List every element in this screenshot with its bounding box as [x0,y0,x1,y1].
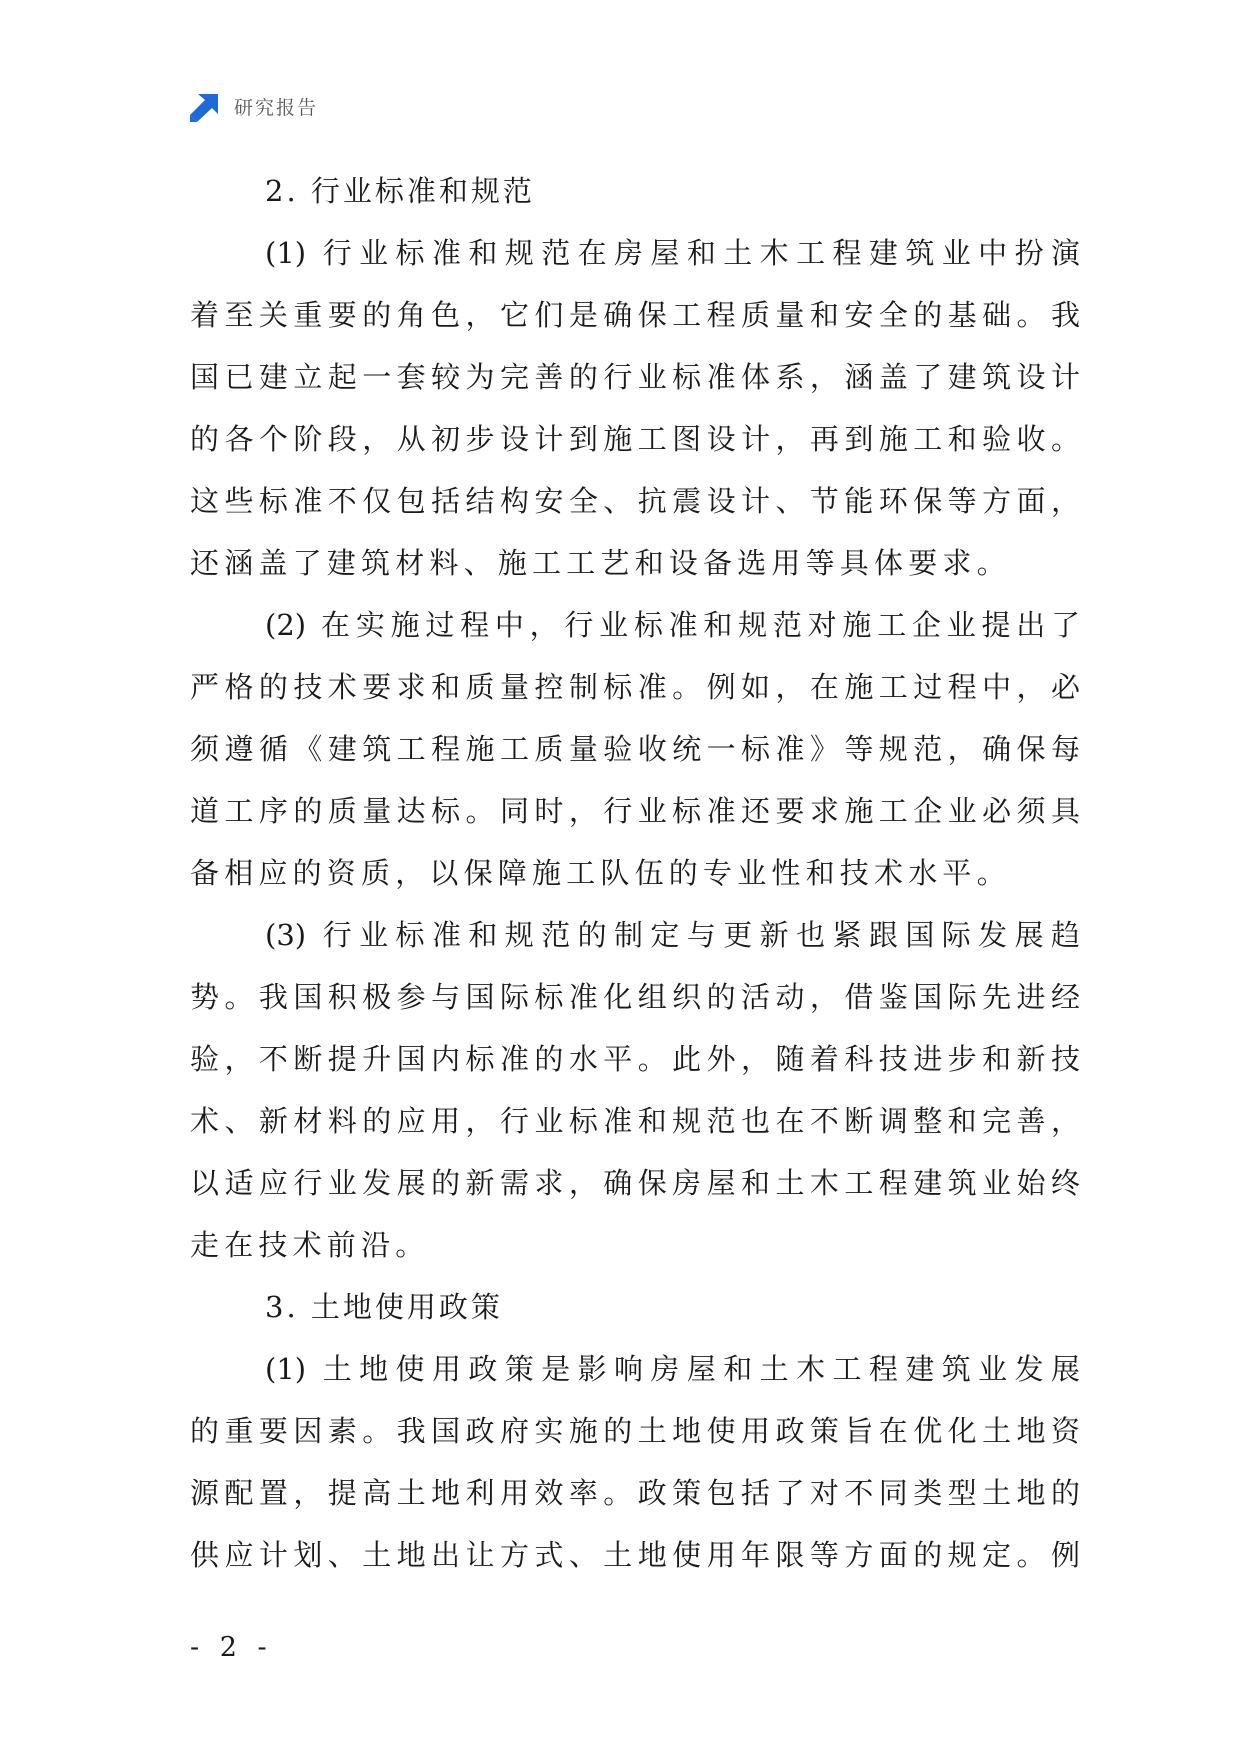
paragraph [190,222,1080,594]
text-line: 着至关重要的角色，它们是确保工程质量和安全的基础。我 [190,298,1080,332]
text-line: 验，不断提升国内标准的水平。此外，随着科技进步和新技 [190,1042,1080,1076]
text-line: 这些标准不仅包括结构安全、抗震设计、节能环保等方面， [190,484,1080,518]
text-line: 严格的技术要求和质量控制标准。例如，在施工过程中，必 [190,670,1080,704]
text-line: 源配置，提高土地利用效率。政策包括了对不同类型土地的 [190,1476,1080,1510]
section-heading: 2. 行业标准和规范 [265,174,535,208]
section-heading: 3. 土地使用政策 [265,1290,503,1324]
text-line: 走在技术前沿。 [190,1228,430,1262]
text-line: 供应计划、土地出让方式、土地使用年限等方面的规定。例 [190,1538,1080,1572]
text-line: 势。我国积极参与国际标准化组织的活动，借鉴国际先进经 [190,980,1080,1014]
text-line: 的各个阶段，从初步设计到施工图设计，再到施工和验收。 [190,422,1080,456]
text-line: 备相应的资质，以保障施工队伍的专业性和技术水平。 [190,856,1011,890]
document-body [190,160,1080,1586]
arrow-up-right-icon [190,90,222,122]
text-line: 须遵循《建筑工程施工质量验收统一标准》等规范，确保每 [190,732,1080,766]
text-line: 道工序的质量达标。同时，行业标准还要求施工企业必须具 [190,794,1080,828]
text-line: (1) 行业标准和规范在房屋和土木工程建筑业中扮演 [265,236,1080,270]
text-line: (3) 行业标准和规范的制定与更新也紧跟国际发展趋 [265,918,1080,952]
text-line: 的重要因素。我国政府实施的土地使用政策旨在优化土地资 [190,1414,1080,1448]
text-line: 以适应行业发展的新需求，确保房屋和土木工程建筑业始终 [190,1166,1080,1200]
page-header [190,88,318,124]
text-line: 术、新材料的应用，行业标准和规范也在不断调整和完善， [190,1104,1080,1138]
page-number: - 2 - [190,1632,273,1663]
paragraph [190,594,1080,904]
paragraph [190,904,1080,1276]
text-line: 还涵盖了建筑材料、施工工艺和设备选用等具体要求。 [190,546,1011,580]
header-title: 研究报告 [234,96,319,119]
text-line: (2) 在实施过程中，行业标准和规范对施工企业提出了 [265,608,1080,642]
paragraph [190,1338,1080,1586]
text-line: (1) 土地使用政策是影响房屋和土木工程建筑业发展 [265,1352,1080,1386]
text-line: 国已建立起一套较为完善的行业标准体系，涵盖了建筑设计 [190,360,1080,394]
